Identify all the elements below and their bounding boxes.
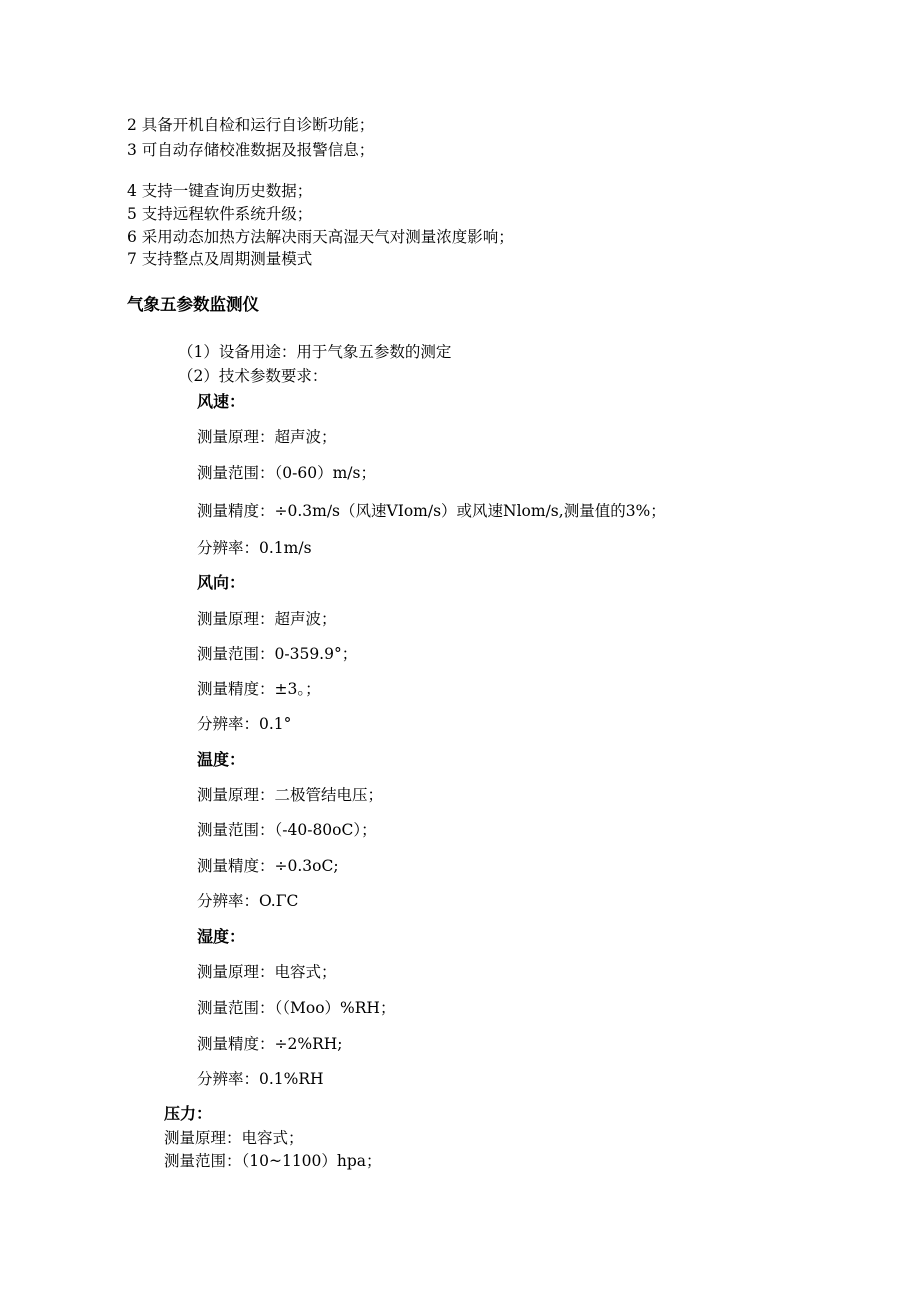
humidity-principle: 测量原理：电容式； [197, 963, 337, 981]
temperature-title: 温度： [197, 750, 246, 769]
wind-speed-range: 测量范围：（0-60）m/s； [197, 464, 376, 482]
pressure-range: 测量范围：（10~1100）hpa； [164, 1152, 382, 1170]
pressure-principle: 测量原理：电容式； [164, 1129, 304, 1147]
wind-speed-resolution: 分辨率：0.1m/s [197, 539, 312, 557]
wind-speed-accuracy: 测量精度：÷0.3m∕s（风速VIom∕s）或风速Nlom∕s,测量值的3%； [197, 502, 666, 520]
wind-direction-principle: 测量原理：超声波； [197, 610, 337, 628]
item-purpose: （1）设备用途：用于气象五参数的测定 [178, 343, 452, 361]
temperature-resolution: 分辨率：O.ΓC [197, 892, 299, 910]
temperature-accuracy: 测量精度：÷0.3oC; [197, 857, 339, 875]
section-title: 气象五参数监测仪 [127, 295, 259, 314]
feature-line-2: 2 具备开机自检和运行自诊断功能； [127, 116, 375, 134]
wind-speed-principle: 测量原理：超声波； [197, 428, 337, 446]
feature-line-3: 3 可自动存储校准数据及报警信息； [127, 141, 375, 159]
feature-line-5: 5 支持远程软件系统升级； [127, 205, 313, 223]
humidity-range: 测量范围：（（Moo）%RH； [197, 999, 396, 1017]
wind-speed-title: 风速： [197, 392, 246, 411]
pressure-title: 压力： [164, 1104, 213, 1123]
wind-direction-range: 测量范围：0-359.9°； [197, 645, 358, 663]
wind-direction-title: 风向： [197, 573, 246, 592]
humidity-resolution: 分辨率：0.1%RH [197, 1070, 324, 1088]
temperature-range: 测量范围：（-40-80oC）； [197, 821, 377, 839]
feature-line-6: 6 采用动态加热方法解决雨天高湿天气对测量浓度影响； [127, 228, 514, 246]
wind-direction-accuracy: 测量精度：±3。； [197, 680, 321, 698]
humidity-title: 湿度： [197, 927, 246, 946]
wind-direction-resolution: 分辨率：0.1° [197, 715, 292, 733]
feature-line-4: 4 支持一键查询历史数据； [127, 182, 313, 200]
humidity-accuracy: 测量精度：÷2%RH; [197, 1035, 343, 1053]
temperature-principle: 测量原理：二极管结电压； [197, 786, 384, 804]
feature-line-7: 7 支持整点及周期测量模式 [127, 250, 313, 268]
item-technical-params: （2）技术参数要求： [178, 367, 328, 385]
